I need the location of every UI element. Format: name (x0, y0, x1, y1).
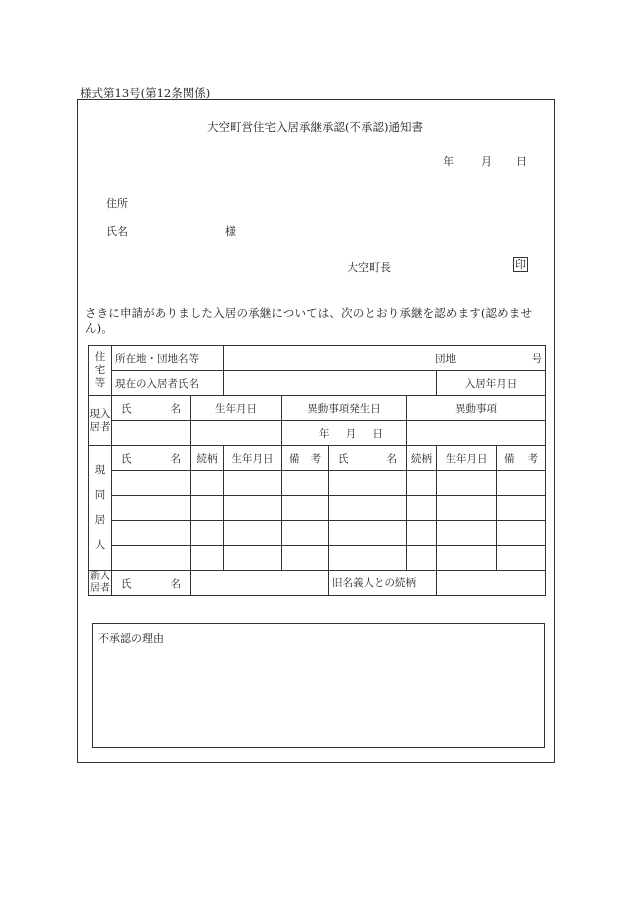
cohabitant-relation-header-2: 続柄 (407, 446, 437, 471)
current-resident-name-header: 氏 名 (112, 396, 191, 421)
cohabitant-name-header: 氏 名 (112, 446, 191, 471)
housing-group-label: 住 宅 等 (89, 346, 112, 396)
cohabitant-remarks-header: 備 考 (282, 446, 329, 471)
name-label: 氏名 (106, 225, 128, 238)
table-row (89, 521, 546, 546)
current-resident-group-label: 現入 居者 (89, 396, 112, 446)
date-day: 日 (516, 155, 527, 168)
location-label: 所在地・団地名等 (112, 346, 224, 371)
succession-table (88, 345, 546, 596)
table-row (89, 371, 546, 396)
table-row (89, 496, 546, 521)
cohabitant-remarks-header-2: 備 考 (497, 446, 546, 471)
table-row (89, 446, 546, 471)
cohabitant-relation-header: 続柄 (191, 446, 224, 471)
move-in-date-label: 入居年月日 (437, 371, 546, 396)
change-item-header: 異動事項 (407, 396, 546, 421)
form-number-label: 様式第13号(第12条関係) (80, 86, 211, 100)
reason-label: 不承認の理由 (98, 632, 164, 645)
change-item-value (407, 421, 546, 446)
table-row (89, 571, 546, 596)
body-text: さきに申請がありました入居の承継については、次のとおり承継を認めます(認めません)。 (85, 306, 533, 335)
reason-box (92, 623, 545, 748)
table-row (89, 546, 546, 571)
date-year: 年 (443, 155, 454, 168)
current-resident-birth-header: 生年月日 (191, 396, 282, 421)
seal-mark: 印 (515, 258, 526, 271)
current-resident-birth-value (191, 421, 282, 446)
current-resident-name-value (224, 371, 437, 396)
issuer-name: 大空町長 (347, 261, 391, 274)
gou-label: 号 (531, 352, 543, 365)
location-value (224, 346, 546, 371)
cohabitant-birth-header: 生年月日 (224, 446, 282, 471)
honorific: 様 (225, 225, 236, 238)
current-resident-name-label: 現在の入居者氏名 (112, 371, 224, 396)
document-title: 大空町営住宅入居承継承認(不承認)通知書 (207, 120, 423, 134)
new-resident-name-label: 氏 名 (112, 571, 191, 596)
table-row (89, 396, 546, 421)
current-resident-name-value (112, 421, 191, 446)
danchi-label: 団地 (435, 352, 456, 365)
cohabitants-group-label: 現 同 居 人 (89, 446, 112, 571)
table-row (89, 471, 546, 496)
relation-to-former-label: 旧名義人との続柄 (329, 571, 437, 596)
new-resident-group-label: 新入 居者 (90, 571, 110, 594)
new-resident-name-value (191, 571, 329, 596)
change-date-header: 異動事項発生日 (282, 396, 407, 421)
table-row (89, 421, 546, 446)
cohabitant-name-header-2: 氏 名 (329, 446, 407, 471)
change-date-value: 年 月 日 (282, 421, 407, 446)
cohabitant-birth-header-2: 生年月日 (437, 446, 497, 471)
relation-to-former-value (437, 571, 546, 596)
date-month: 月 (481, 155, 492, 168)
table-row (89, 346, 546, 371)
address-label: 住所 (106, 197, 128, 210)
